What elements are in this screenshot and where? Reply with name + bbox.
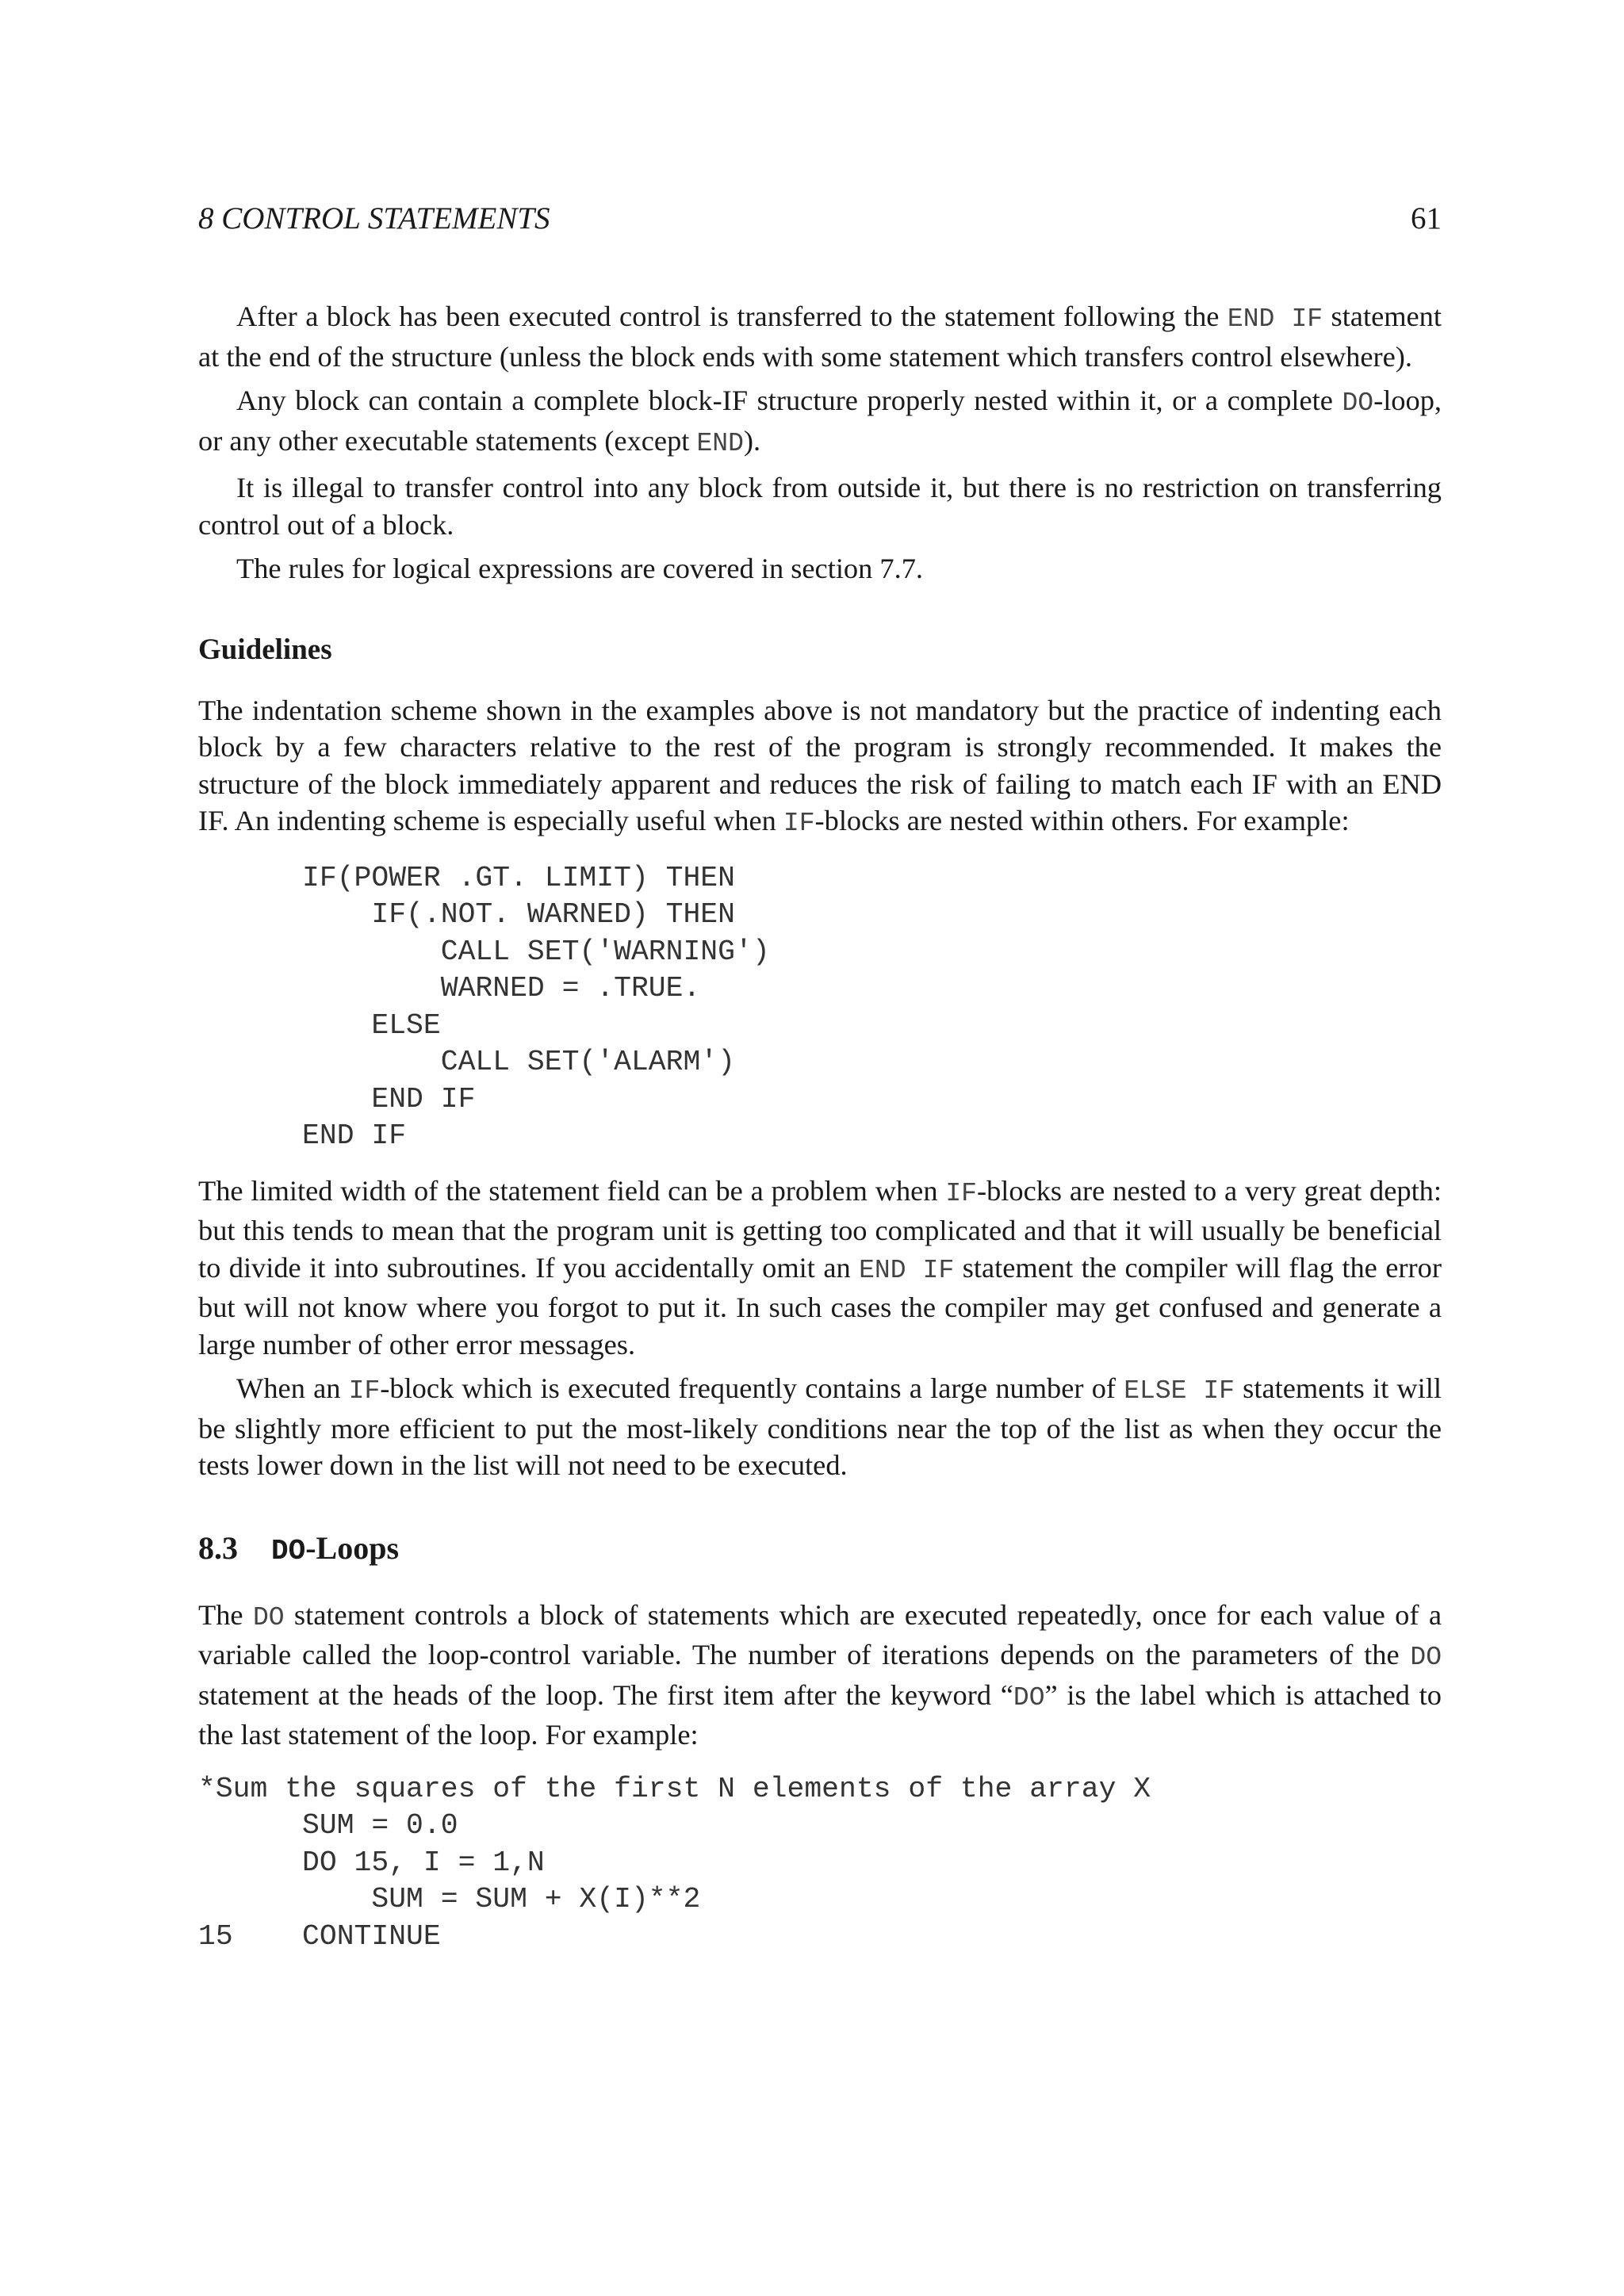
text: statements it will be slightly more efficient to put the most-likely conditions near the top of the list as when they occur the tests lower down in the list will not need to be executed. bbox=[198, 1372, 1442, 1481]
inline-code: IF bbox=[348, 1376, 381, 1406]
text: The limited width of the statement field can be a problem when bbox=[198, 1174, 946, 1207]
code-line: SUM = SUM + X(I)**2 bbox=[198, 1883, 701, 1915]
code-line: END IF bbox=[198, 1082, 476, 1115]
text: -blocks are nested to a very great depth: but this tends to mean that the program unit is getting too complicated and that it will usually be beneficial to divide it into subroutines. If you accidentally omit an bbox=[198, 1174, 1442, 1284]
inline-code: END IF bbox=[1227, 304, 1323, 334]
text: -block which is executed frequently contains a large number of bbox=[380, 1372, 1124, 1404]
text: statement the compiler will flag the error but will not know where you forgot to put it. In such cases the compiler may get confused and generate a large number of other error messages. bbox=[198, 1251, 1442, 1360]
text: After a block has been executed control is transferred to the statement following the bbox=[236, 300, 1228, 332]
text: ). bbox=[743, 424, 761, 457]
paragraph bbox=[198, 1597, 1442, 1754]
text: -loop, or any other executable statements (except bbox=[198, 385, 1442, 457]
chapter-title: 8 CONTROL STATEMENTS bbox=[198, 201, 550, 235]
guidelines-heading: Guidelines bbox=[198, 633, 332, 666]
code-line: IF(POWER .GT. LIMIT) THEN bbox=[198, 861, 735, 894]
inline-code: DO bbox=[1342, 388, 1374, 418]
code-line: *Sum the squares of the first N elements of the array X bbox=[198, 1772, 1151, 1805]
document-page bbox=[198, 0, 1442, 2296]
paragraph bbox=[198, 692, 1442, 843]
text: The bbox=[198, 1598, 253, 1631]
inline-code: ELSE IF bbox=[1124, 1376, 1235, 1406]
inline-code: DO bbox=[252, 1602, 285, 1632]
text: ” is the label which is attached to the last statement of the loop. For example: bbox=[198, 1678, 1442, 1751]
document-body bbox=[198, 298, 1442, 1973]
section-title-code: DO bbox=[271, 1534, 306, 1567]
paragraph bbox=[198, 1370, 1442, 1484]
code-block-nested-if bbox=[198, 860, 1442, 1155]
inline-code: END bbox=[696, 428, 744, 458]
text: statement at the end of the structure (unless the block ends with some statement which transfers control elsewhere). bbox=[198, 300, 1442, 373]
code-line: ELSE bbox=[198, 1008, 441, 1042]
text: The indentation scheme shown in the examples above is not mandatory but the practice of indenting each block by a few characters relative to the rest of the program is strongly recommended. It makes the structure of the block immediately apparent and reduces the risk of failing to match each IF with an END IF. An indenting scheme is especially useful when bbox=[198, 694, 1442, 836]
paragraph: It is illegal to transfer control into any block from outside it, but there is no restriction on transferring control out of a block. bbox=[198, 472, 1442, 541]
code-line: DO 15, I = 1,N bbox=[198, 1846, 545, 1879]
code-block-do-loop bbox=[198, 1771, 1442, 1956]
code-line: CALL SET('ALARM') bbox=[198, 1046, 735, 1078]
code-line: IF(.NOT. WARNED) THEN bbox=[198, 898, 735, 931]
code-line: WARNED = .TRUE. bbox=[198, 972, 701, 1004]
code-line: END IF bbox=[198, 1119, 407, 1152]
paragraph: The rules for logical expressions are covered in section 7.7. bbox=[236, 553, 924, 584]
inline-code: IF bbox=[783, 809, 815, 838]
inline-code: END IF bbox=[859, 1255, 955, 1285]
code-line: 15 CONTINUE bbox=[198, 1919, 441, 1953]
section-number: 8.3 bbox=[198, 1529, 238, 1566]
text: statement controls a block of statements which are executed repeatedly, once for each value of a variable called the loop-control variable. The number of iterations depends on the parameters of the bbox=[198, 1598, 1442, 1670]
code-line: SUM = 0.0 bbox=[198, 1809, 458, 1842]
running-header bbox=[198, 200, 1442, 238]
text: Any block can contain a complete block-IF structure properly nested within it, or a complete bbox=[236, 385, 1342, 416]
text: When an bbox=[236, 1372, 349, 1404]
paragraph bbox=[198, 298, 1442, 375]
paragraph bbox=[198, 382, 1442, 462]
inline-code: IF bbox=[945, 1178, 977, 1208]
page-number: 61 bbox=[1411, 201, 1442, 235]
code-line: CALL SET('WARNING') bbox=[198, 935, 770, 968]
inline-code: DO bbox=[1013, 1682, 1045, 1712]
inline-code: DO bbox=[1410, 1643, 1442, 1672]
paragraph bbox=[198, 1173, 1442, 1364]
section-heading bbox=[198, 1529, 1442, 1571]
section-title: -Loops bbox=[305, 1529, 400, 1566]
text: -blocks are nested within others. For example: bbox=[814, 805, 1350, 836]
text: statement at the heads of the loop. The first item after the keyword “ bbox=[198, 1678, 1013, 1711]
